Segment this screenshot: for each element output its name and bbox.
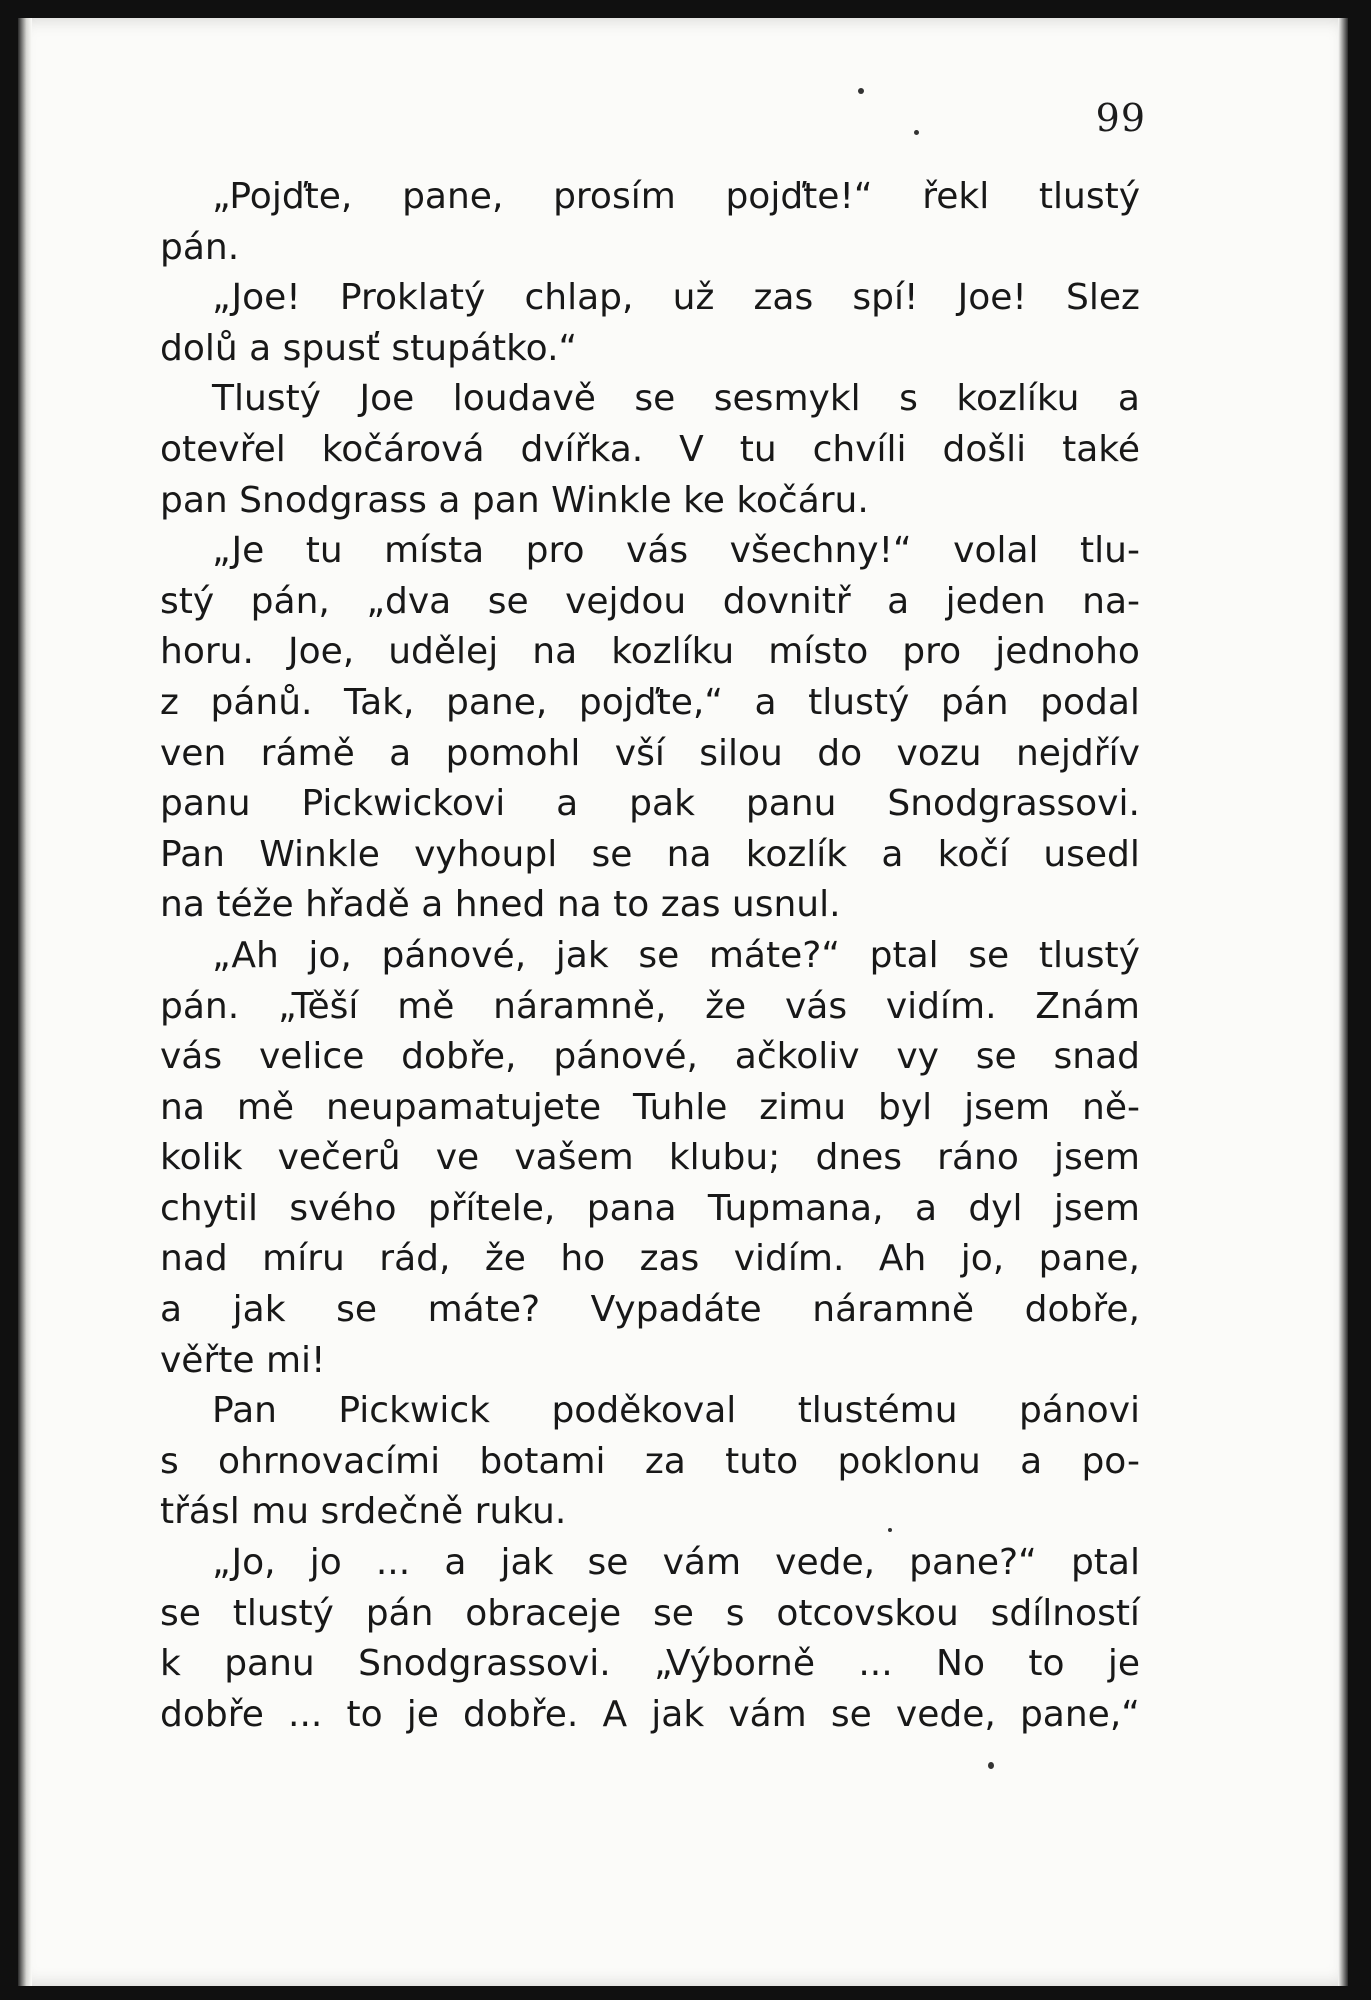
text-line: „Jo, jo ... a jak se vám vede, pane?“ ptal xyxy=(212,1542,1140,1584)
text-line: dobře ... to je dobře. A jak vám se vede, pane,“ xyxy=(160,1693,1140,1735)
text-line: s ohrnovacími botami za tuto poklonu a po- xyxy=(160,1440,1140,1482)
page-number: 99 xyxy=(1095,96,1146,140)
text-line: „Je tu místa pro vás všechny!“ volal tlu- xyxy=(212,530,1140,572)
book-page xyxy=(18,18,1348,1986)
text-line: pán. „Těší mě náramně, že vás vidím. Znám xyxy=(160,985,1140,1027)
text-line: věřte mi! xyxy=(160,1339,326,1381)
text-line: na mě neupamatujete Tuhle zimu byl jsem ně- xyxy=(160,1086,1140,1128)
text-line: na téže hřadě a hned na to zas usnul. xyxy=(160,884,841,926)
text-line: třásl mu srdečně ruku. xyxy=(160,1491,567,1533)
text-line: z pánů. Tak, pane, pojďte,“ a tlustý pán podal xyxy=(160,681,1140,723)
ink-speck xyxy=(988,1762,994,1769)
ink-speck xyxy=(858,88,864,94)
text-line: panu Pickwickovi a pak panu Snodgrassovi. xyxy=(160,783,1140,825)
text-line: „Pojďte, pane, prosím pojďte!“ řekl tlustý xyxy=(212,176,1140,217)
text-line: dolů a spusť stupátko.“ xyxy=(160,327,578,369)
text-line: nad míru rád, že ho zas vidím. Ah jo, pane, xyxy=(160,1238,1140,1280)
text-line: pan Snodgrass a pan Winkle ke kočáru. xyxy=(160,479,869,521)
ink-speck xyxy=(888,1528,892,1532)
text-line: stý pán, „dva se vejdou dovnitř a jeden na- xyxy=(160,580,1140,622)
text-line: pán. xyxy=(160,226,240,268)
text-line: Pan Winkle vyhoupl se na kozlík a kočí usedl xyxy=(160,833,1140,875)
body-text xyxy=(160,172,1140,1740)
text-line: Pan Pickwick poděkoval tlustému pánovi xyxy=(212,1390,1140,1432)
binding-edge xyxy=(18,18,32,1986)
text-line: vás velice dobře, pánové, ačkoliv vy se snad xyxy=(160,1036,1140,1078)
text-line: k panu Snodgrassovi. „Výborně ... No to je xyxy=(160,1643,1140,1685)
text-line: kolik večerů ve vašem klubu; dnes ráno jsem xyxy=(160,1137,1140,1179)
text-line: otevřel kočárová dvířka. V tu chvíli došli také xyxy=(160,428,1140,470)
text-line: horu. Joe, udělej na kozlíku místo pro jednoho xyxy=(160,631,1140,673)
text-line: Tlustý Joe loudavě se sesmykl s kozlíku a xyxy=(212,378,1140,420)
text-line: „Ah jo, pánové, jak se máte?“ ptal se tlustý xyxy=(212,934,1140,976)
text-line: se tlustý pán obraceje se s otcovskou sdílností xyxy=(160,1592,1140,1634)
text-line: „Joe! Proklatý chlap, už zas spí! Joe! Slez xyxy=(212,277,1140,319)
text-line: a jak se máte? Vypadáte náramně dobře, xyxy=(160,1289,1140,1331)
ink-speck xyxy=(914,130,919,135)
text-line: chytil svého přítele, pana Tupmana, a dyl jsem xyxy=(160,1187,1140,1229)
text-line: ven rámě a pomohl vší silou do vozu nejdřív xyxy=(160,732,1140,774)
page-edge xyxy=(1338,18,1348,1986)
